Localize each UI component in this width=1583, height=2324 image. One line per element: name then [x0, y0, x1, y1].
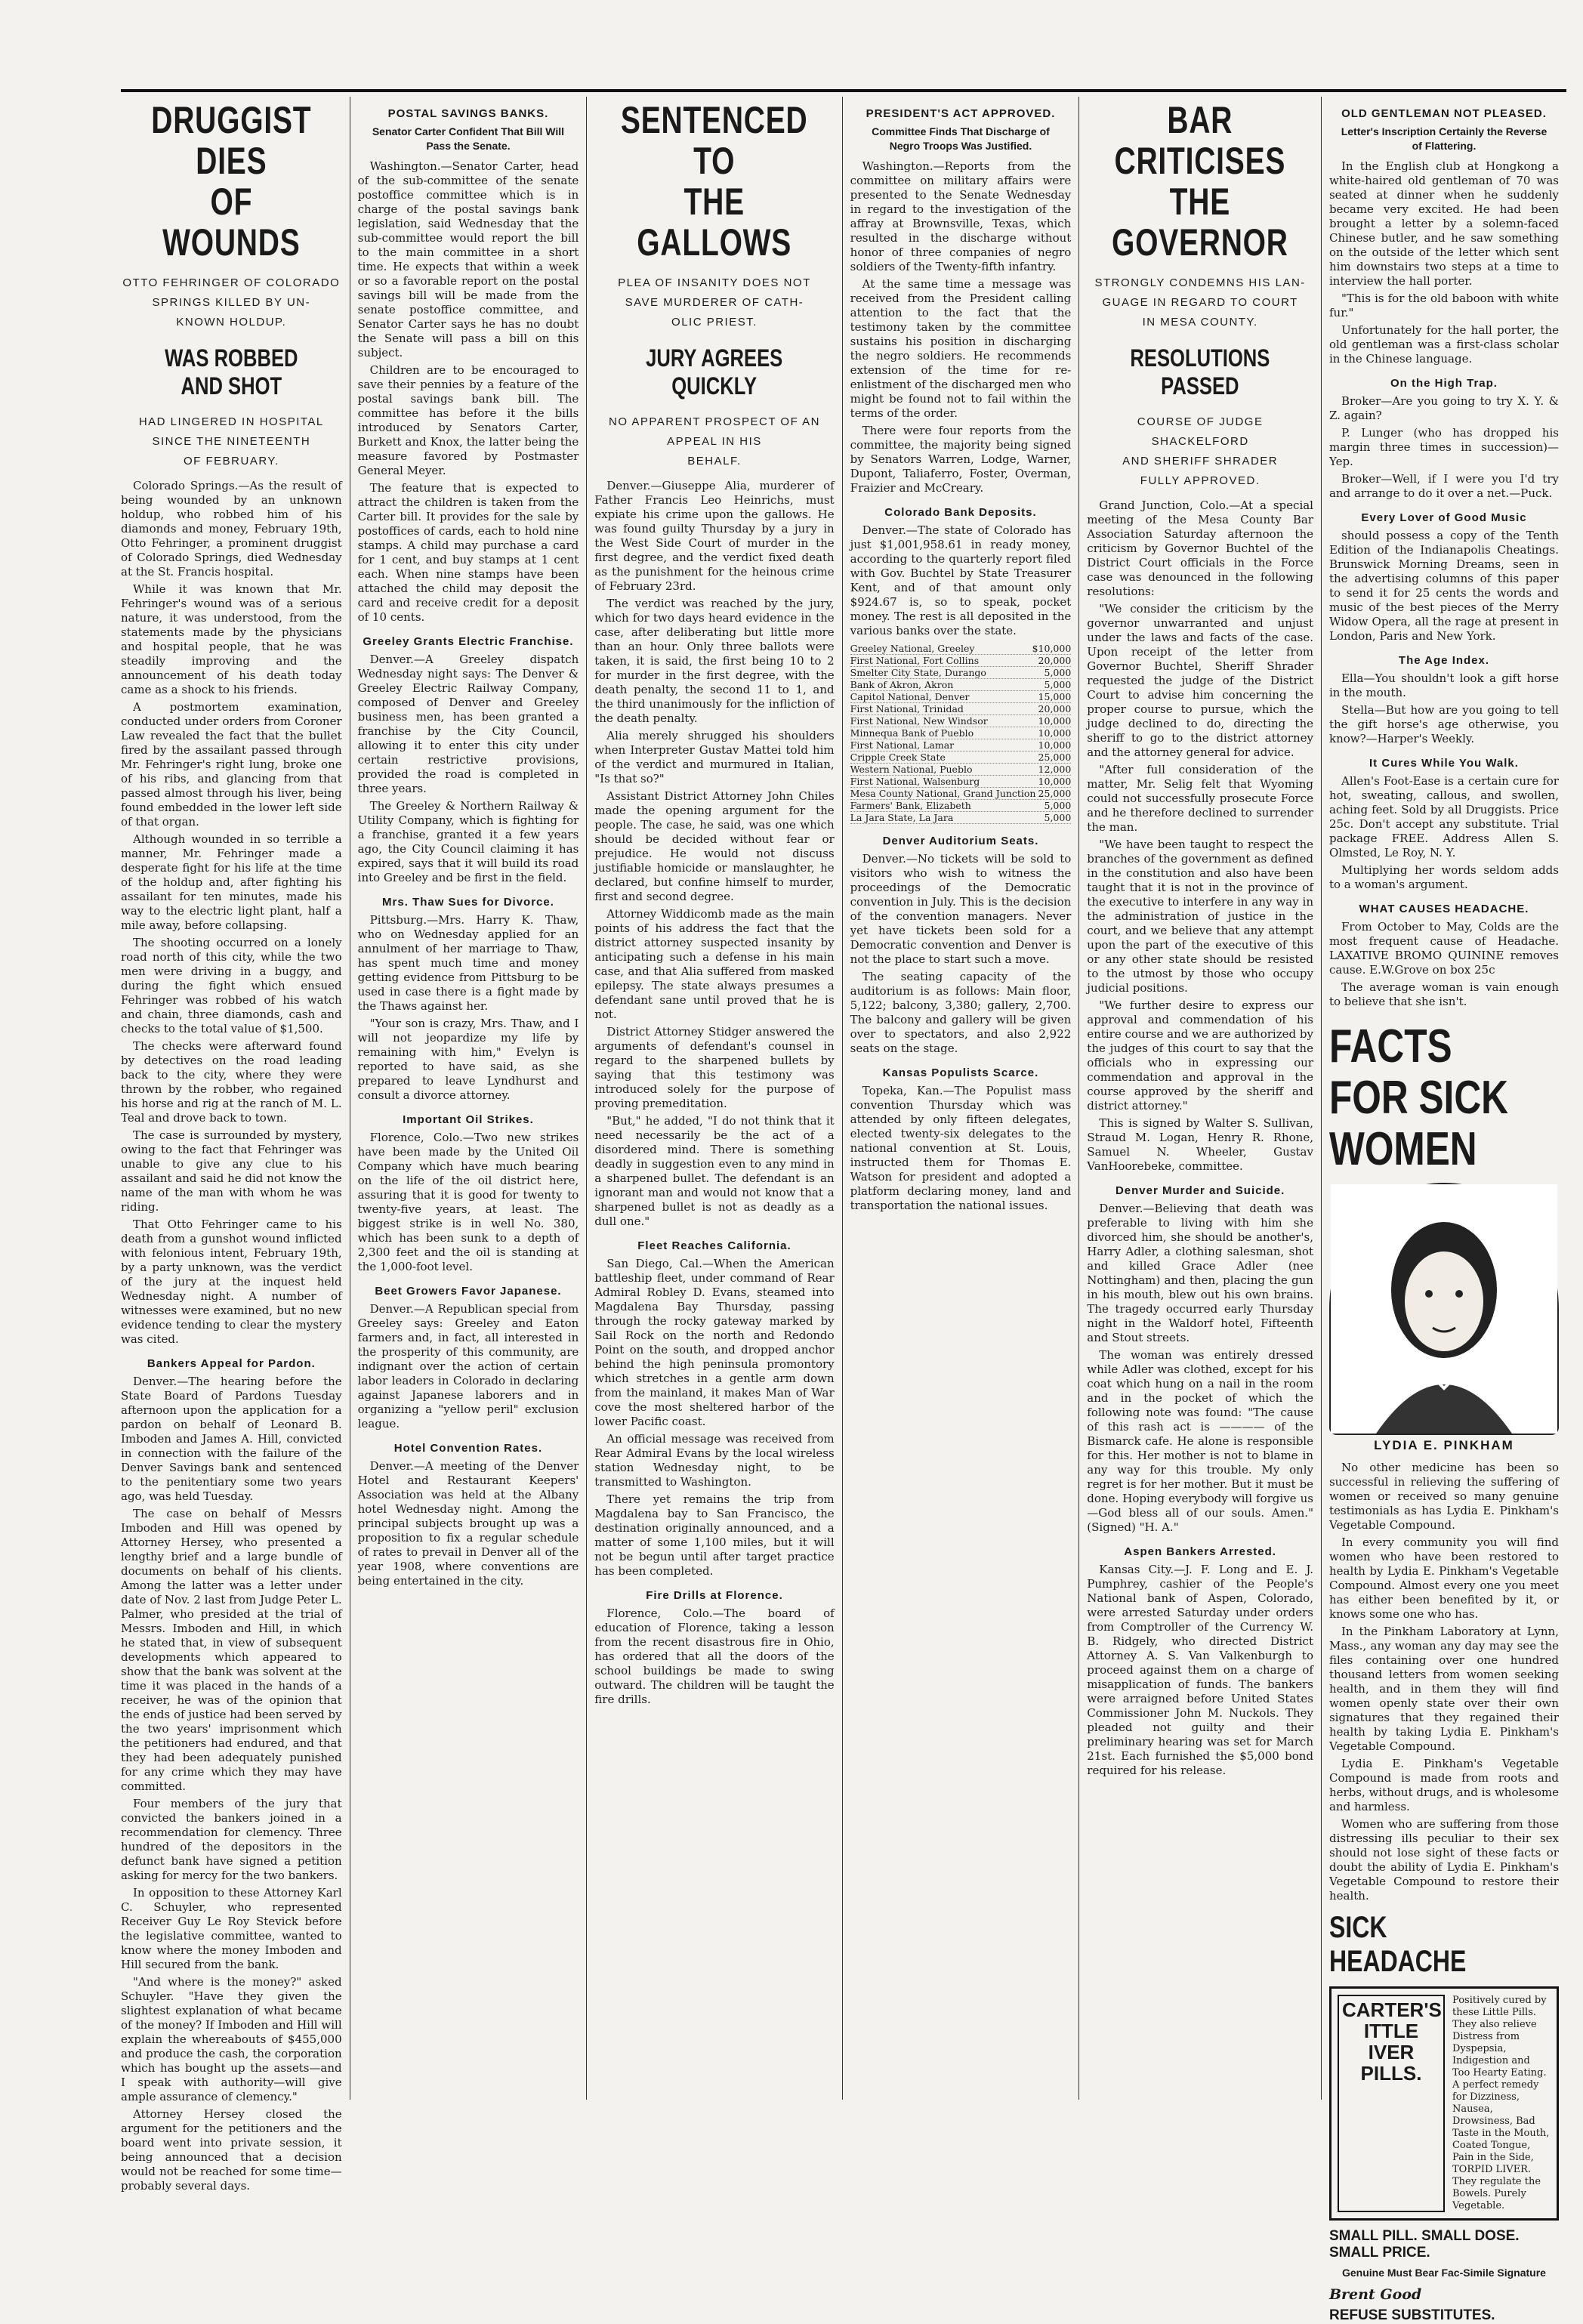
column-6 — [1321, 97, 1566, 2323]
table-row: Farmers' Bank, Elizabeth 5,000 — [850, 800, 1072, 811]
paragraph: There yet remains the trip from Magdalena bay to San Francisco, the destination originally announced, and a matter of some 1,100 miles, but it will not be begun until after target practice has been completed. — [594, 1492, 835, 1578]
deck-bar-2: COURSE OF JUDGE SHACKELFORD AND SHERIFF SHRADER FULLY APPROVED. — [1122, 415, 1279, 487]
portrait-illustration — [1329, 1183, 1559, 1435]
paragraph: Lydia E. Pinkham's Vegetable Compound is made from roots and herbs, without drugs, and is wholesome and harmless. — [1328, 1757, 1559, 1813]
paragraph: Washington.—Reports from the committee on military affairs were presented to the Senate Wednesday in regard to the investigation of the affray at Brownsville, Texas, which resulted in the discharge without honor of three companies of negro soldiers of the Twenty-fifth infantry. — [850, 159, 1072, 273]
table-row: Western National, Pueblo 12,000 — [850, 764, 1072, 775]
paragraph: In opposition to these Attorney Karl C. Schuyler, who represented Receiver Guy Le Roy Stevick before the legislative committee, wanted to know where the money Imboden and Hill secured from the bank. — [121, 1886, 342, 1971]
table-row: First National, Lamar 10,000 — [850, 739, 1072, 751]
druggist-article-body — [121, 479, 342, 1347]
paragraph: Denver.—Giuseppe Alia, murderer of Father Francis Leo Heinrichs, must expiate his crime upon the gallows. He was found guilty Thursday by a jury in the West Side Court of murder in the first degree, and the verdict fixed death as the punishment for the heinous crime of February 23rd. — [594, 479, 835, 593]
section-title-aspen: Aspen Bankers Arrested. — [1124, 1545, 1276, 1558]
genuine-title: Genuine Must Bear Fac-Simile Signature — [1342, 2267, 1546, 2279]
paragraph: The case is surrounded by mystery, owing to the fact that Fehringer was unable to give any clue to his assailant and said he did not know the name of the man with whom he was riding. — [121, 1128, 342, 1214]
table-row: Minnequa Bank of Pueblo 10,000 — [850, 727, 1072, 739]
column-5 — [1078, 97, 1321, 2100]
paragraph: "We consider the criticism by the governor unwarranted and unjust under the laws and facts of the case. Upon receipt of the letter from Governor Buchtel, Sheriff Shrader requested the judge of the District Court to advise him concerning the proper course to pursue, which the judge declined to do, directing the sheriff to go to the district attorney and the attorney general for advice. — [1087, 602, 1313, 759]
section-deck-postal: Senator Carter Confident That Bill Will Pass the Senate. — [372, 125, 565, 152]
carters-text: Positively cured by these Little Pills. They also relieve Distress from Dyspepsia, Indigestion and Too Hearty Eating. A perfect remedy for Dizziness, Nausea, Drowsiness, Bad Taste in the Mouth, Coated Tongue, Pain in the Side, TORPID LIVER. They regulate the Bowels. Purely Vegetable. — [1452, 1995, 1550, 2211]
table-row: Cripple Creek State 25,000 — [850, 752, 1072, 763]
paragraph: From October to May, Colds are the most frequent cause of Headache. LAXATIVE BROMO QUININE removes cause. E.W.Grove on box 25c — [1328, 920, 1559, 977]
section-title-postal: POSTAL SAVINGS BANKS. — [387, 107, 549, 120]
paragraph: San Diego, Cal.—When the American battleship fleet, under command of Rear Admiral Robley D. Evans, steamed into Magdalena Bay Thursday, passing through the rocky gateway marked by Sail Rock on the north and Redondo Point on the south, and dropped anchor behind the high peninsula promontory which stretches in a gentle arm down from the mainland, it makes Man of War cove the most sheltered harbor of the lower Pacific coast. — [594, 1257, 835, 1428]
paragraph: Denver.—A Greeley dispatch Wednesday night says: The Denver & Greeley Electric Railway Company, composed of Denver and Greeley business men, has been granted a franchise by the City Council, allowing it to enter this city under certain restrictive provisions, provided the road is completed in three years. — [357, 653, 579, 795]
section-title-oil: Important Oil Strikes. — [403, 1113, 534, 1126]
paragraph: The woman was entirely dressed while Adler was clothed, except for his coat which hung on a nail in the room and in the pocket of which the following note was found: "The cause of this rash act is ———— of the Bismarck cafe. He alone is responsible for this. Her mother is not to blame in any way for this trouble. My only regret is for her mother. But it must be done. Hoping everybody will forgive us—God bless all of our souls. Amen." (Signed) "H. A." — [1087, 1348, 1313, 1534]
section-title-cures: It Cures While You Walk. — [1369, 757, 1519, 770]
headline-druggist: DRUGGIST DIES OF WOUNDS — [151, 99, 312, 264]
paragraph: should possess a copy of the Tenth Edition of the Indianapolis Cheatings. Brunswick Morning Dreams, seen in the advertising columns of this paper to send it for 25 cents the words and music of the best pieces of the Merry Widow Opera, all the rage at present in London, Paris and New York. — [1328, 529, 1559, 643]
paragraph: "Your son is crazy, Mrs. Thaw, and I will not jeopardize my life by remaining with him," Evelyn is reported to have said, as she prepared to leave Lyndhurst and consult a divorce attorney. — [357, 1017, 579, 1102]
section-title-hotel: Hotel Convention Rates. — [393, 1442, 543, 1455]
headline-gallows: SENTENCED TO THE GALLOWS — [621, 99, 808, 264]
paragraph: Four members of the jury that convicted the bankers joined in a recommendation for clemency. Three hundred of the depositors in the defunct bank have signed a petition asking for mercy for the two bankers. — [121, 1797, 342, 1882]
paragraph: Kansas City.—J. F. Long and E. J. Pumphrey, cashier of the People's National bank of Aspen, Colorado, were arrested Saturday under orders from Comptroller of the Currency W. B. Ridgely, who directed District Attorney A. S. Van Valkenburgh to proceed against them on a charge of misapplication of funds. The bankers were arraigned before United States Commissioner John M. Nuckols. They pleaded not guilty and their preliminary hearing was set for March 21st. Each furnished the $5,000 bond required for his release. — [1087, 1563, 1313, 1777]
paragraph: Stella—But how are you going to tell the gift horse's age otherwise, you know?—Harper's Weekly. — [1328, 703, 1559, 745]
paragraph: While it was known that Mr. Fehringer's wound was of a serious nature, it was understood, from the statements made by the physicians and hospital people, that he was steadily improving and the announcement of his death today came as a shock to his friends. — [121, 582, 342, 696]
section-title-music: Every Lover of Good Music — [1361, 511, 1527, 524]
section-title-president: PRESIDENT'S ACT APPROVED. — [866, 107, 1056, 120]
paragraph: In the English club at Hongkong a white-haired old gentleman of 70 was seated at dinner when he suddenly became very excited. He had been brought a letter by a solemn-faced Chinese butler, and he saw something on the outside of the letter which sent him downstairs two steps at a time to interview the hall porter. — [1328, 159, 1559, 288]
column-3 — [586, 97, 841, 2100]
paragraph: Assistant District Attorney John Chiles made the opening argument for the people. The case, he said, was one which should be decided without fear or prejudice. He would not discuss justifiable homicide or manslaughter, he declared, but confine himself to murder, first and second degree. — [594, 789, 835, 903]
paragraph: A postmortem examination, conducted under orders from Coroner Law revealed the fact that the bullet fired by the assailant passed through Mr. Fehringer's right lung, broke one of his ribs, and glancing from that passed almost through his liver, being found embedded in the lower left side of that organ. — [121, 700, 342, 829]
section-title-headache: WHAT CAUSES HEADACHE. — [1359, 903, 1529, 915]
table-row: First National, New Windsor 10,000 — [850, 715, 1072, 727]
carters-logo: CARTER'S ITTLE IVER PILLS. — [1338, 1995, 1445, 2212]
paragraph: An official message was received from Rear Admiral Evans by the local wireless station Wednesday night, to be transmitted to Washington. — [594, 1432, 835, 1489]
paragraph: The checks were afterward found by detectives on the road leading back to the city, where they were thrown by the robber, who regained his horse and rig at the ranch of M. L. Teal and drove back to town. — [121, 1039, 342, 1125]
signature: Brent Good — [1328, 2286, 1422, 2303]
ad-headline-sick-headache: SICK HEADACHE — [1328, 1911, 1467, 1978]
paragraph: Attorney Widdicomb made as the main points of his address the fact that the district attorney suspected insanity by anticipating such a defense in his main case, and that Alia suffered from masked epilepsy. The state always presumes a defendant sane until proved that he is not. — [594, 907, 835, 1021]
section-title-age: The Age Index. — [1398, 654, 1490, 667]
section-title-fire-drills: Fire Drills at Florence. — [646, 1589, 783, 1602]
deck-druggist-2: HAD LINGERED IN HOSPITAL SINCE THE NINETEENTH OF FEBRUARY. — [138, 415, 324, 468]
paragraph: Broker—Are you going to try X. Y. & Z. again? — [1328, 394, 1559, 422]
deck-gallows-2: NO APPARENT PROSPECT OF AN APPEAL IN HIS BEHALF. — [609, 415, 820, 468]
paragraph: This is signed by Walter S. Sullivan, Straud M. Logan, Henry R. Rhone, Samuel N. Wheeler, Gustav VanHoorebeke, committee. — [1087, 1116, 1313, 1173]
paragraph: The case on behalf of Messrs Imboden and Hill was opened by Attorney Hersey, who presented a lengthy brief and a large bundle of documents on behalf of his clients. Among the latter was a letter under date of Nov. 2 last from Judge Peter L. Palmer, who presided at the trial of Messrs. Imboden and Hill, in which he stated that, in view of subsequent developments which appeared to show that the bank was solvent at the time it was placed in the hands of a receiver, he was of the opinion that the ends of justice had been served by the two years' imprisonment which the petitioners had endured, and that they had been adequately punished for any crime which they may have committed. — [121, 1507, 342, 1793]
paragraph: In every community you will find women who have been restored to health by Lydia E. Pinkham's Vegetable Compound. Almost every one you meet has either been benefited by it, or knows some one who has. — [1328, 1535, 1559, 1621]
paragraph: The seating capacity of the auditorium is as follows: Main floor, 5,122; balcony, 3,380; gallery, 2,700. The balcony and gallery will be given over to spectators, and also 2,922 seats on the stage. — [850, 970, 1072, 1055]
section-title-thaw: Mrs. Thaw Sues for Divorce. — [382, 896, 554, 909]
table-row: First National, Trinidad 20,000 — [850, 703, 1072, 714]
table-row: Smelter City State, Durango 5,000 — [850, 667, 1072, 678]
paragraph: Denver.—The hearing before the State Board of Pardons Tuesday afternoon upon the application for a pardon on behalf of Leonard B. Imboden and James A. Hill, convicted in connection with the failure of the Denver Savings bank and sentenced to the penitentiary some two years ago, was held Tuesday. — [121, 1375, 342, 1503]
column-4 — [842, 97, 1079, 2100]
paragraph: "After full consideration of the matter, Mr. Selig felt that Wyoming could not successfully prosecute Force and he therefore declined to surrender the man. — [1087, 763, 1313, 834]
paragraph: That Otto Fehringer came to his death from a gunshot wound inflicted with felonious intent, February 19th, by a party unknown, was the verdict of the jury at the inquest held Wednesday night. A number of witnesses were examined, but no new evidence tending to clear the mystery was cited. — [121, 1218, 342, 1346]
headline-bar: BAR CRITICISES THE GOVERNOR — [1112, 99, 1289, 264]
paragraph: Unfortunately for the hall porter, the old gentleman was a first-class scholar in the Chinese language. — [1328, 323, 1559, 366]
carters-ad — [1329, 1986, 1559, 2221]
subhead-resolutions: RESOLUTIONS PASSED — [1130, 344, 1270, 400]
table-row: Greeley National, Greeley $10,000 — [850, 643, 1072, 654]
paragraph: Although wounded in so terrible a manner, Mr. Fehringer made a desperate fight for his life at the time of the holdup and, after fighting his assailant for ten minutes, made his way to the electric light plant, half a mile away, before collapsing. — [121, 832, 342, 932]
paragraph: Ella—You shouldn't look a gift horse in the mouth. — [1328, 671, 1559, 699]
column-2 — [350, 97, 587, 2100]
section-title-bank-deposits: Colorado Bank Deposits. — [884, 506, 1037, 519]
table-row: First National, Walsenburg 10,000 — [850, 776, 1072, 787]
paragraph: In the Pinkham Laboratory at Lynn, Mass., any woman any day may see the files containing over one hundred thousand letters from women seeking health, and in them they will find women openly state over their own signatures that they regained their health by taking Lydia E. Pinkham's Vegetable Compound. — [1328, 1625, 1559, 1753]
section-title-murder: Denver Murder and Suicide. — [1115, 1184, 1285, 1197]
paragraph: Women who are suffering from those distressing ills peculiar to their sex should not lose sight of these facts or doubt the ability of Lydia E. Pinkham's Vegetable Compound to restore their health. — [1328, 1817, 1559, 1903]
table-row: First National, Fort Collins 20,000 — [850, 655, 1072, 666]
deck-gallows-1: PLEA OF INSANITY DOES NOT SAVE MURDERER OF CATH- OLIC PRIEST. — [618, 276, 811, 329]
section-title-populists: Kansas Populists Scarce. — [882, 1066, 1039, 1079]
paragraph: Topeka, Kan.—The Populist mass convention Thursday which was attended by only fifteen delegates, elected twenty-six delegates to the national convention at St. Louis, instructed them for Thomas E. Watson for president and adopted a platform declaring money, land and transportation the national issues. — [850, 1084, 1072, 1212]
paragraph: Florence, Colo.—The board of education of Florence, taking a lesson from the recent disastrous fire in Ohio, has ordered that all the doors of the school buildings be made to swing outward. The children will be taught the fire drills. — [594, 1606, 835, 1706]
paragraph: District Attorney Stidger answered the arguments of defendant's counsel in regard to the sharpened bullets by saying that this testimony was introduced solely for the purpose of proving premeditation. — [594, 1025, 835, 1110]
paragraph: Allen's Foot-Ease is a certain cure for hot, sweating, callous, and swollen, aching feet. Sold by all Druggists. Price 25c. Don't accept any substitute. Trial package FREE. Address Allen S. Olmsted, Le Roy, N. Y. — [1328, 774, 1559, 860]
paragraph: Denver.—A meeting of the Denver Hotel and Restaurant Keepers' Association was held at the Albany hotel Wednesday night. Among the principal subjects brought up was a proposition to fix a regular schedule of rates to prevail in Denver all of the year 1908, where conventions are being entertained in the city. — [357, 1459, 579, 1588]
bank-deposit-table — [850, 643, 1072, 824]
carters-footer: SMALL PILL. SMALL DOSE. SMALL PRICE. — [1328, 2228, 1520, 2261]
paragraph: "We have been taught to respect the branches of the government as defined in the constitution and also have been taught that it is not in the province of the executive to interfere in any way in the administration of justice in the court, and we believe that any attempt upon the part of the executive of this or any other state should be resisted to the utmost by those who occupy judicial positions. — [1087, 838, 1313, 995]
subhead-jury: JURY AGREES QUICKLY — [646, 344, 783, 400]
paragraph: Washington.—Senator Carter, head of the sub-committee of the senate postoffice committee which is in charge of the postal savings bank legislation, said Wednesday that the sub-committee would report the bill to the main committee in a short time. He expects that within a week or so a favorable report on the postal savings bill will be made from the senate postoffice committee, and Senator Carter says he has no doubt the Senate will pass a bill on this subject. — [357, 159, 579, 360]
portrait-caption: LYDIA E. PINKHAM — [1374, 1438, 1514, 1452]
section-title-high-trap: On the High Trap. — [1390, 377, 1498, 390]
section-title-greeley: Greeley Grants Electric Franchise. — [363, 635, 574, 648]
paragraph: The feature that is expected to attract the children is taken from the Carter bill. It provides for the sale by postoffices of cards, each to hold nine stamps. A child may purchase a card for 1 cent, and buy stamps at 1 cent each. When nine stamps have been attached the child may deposit the card and receive credit for a deposit of 10 cents. — [357, 481, 579, 624]
columns — [121, 97, 1566, 2323]
paragraph: The average woman is vain enough to believe that she isn't. — [1328, 980, 1559, 1008]
section-title-fleet: Fleet Reaches California. — [637, 1239, 792, 1252]
paragraph: Denver.—Believing that death was preferable to living with him she divorced him, she should be another's, Harry Adler, a clothing salesman, shot and killed Grace Adler (nee Nottingham) and then, placing the gun in his mouth, blew out his own brains. The tragedy occurred early Thursday night in the Waldorf hotel, Fifteenth and Stout streets. — [1087, 1202, 1313, 1344]
paragraph: The verdict was reached by the jury, which for two days heard evidence in the case, after deliberating but little more than an hour. Only three ballots were taken, it is said, the first being 10 to 2 for murder in the first degree, with the death penalty, the second 11 to 1, and the third unanimously for the infliction of the death penalty. — [594, 597, 835, 725]
section-title-beet: Beet Growers Favor Japanese. — [375, 1285, 562, 1298]
deck-druggist-1: OTTO FEHRINGER OF COLORADO SPRINGS KILLED BY UN- KNOWN HOLDUP. — [122, 276, 341, 329]
table-row: Capitol National, Denver 15,000 — [850, 691, 1072, 702]
table-row: La Jara State, La Jara 5,000 — [850, 812, 1072, 823]
paragraph: Pittsburg.—Mrs. Harry K. Thaw, who on Wednesday applied for an annulment of her marriage to Thaw, has spent much time and money getting evidence from Pittsburg to be used in case there is a fight made by the Thaws against her. — [357, 913, 579, 1013]
refuse-substitutes: REFUSE SUBSTITUTES. — [1328, 2307, 1495, 2323]
portrait-icon — [1331, 1184, 1557, 1434]
paragraph: "And where is the money?" asked Schuyler. "Have they given the slightest explanation of what became of the money? If Imboden and Hill will explain the whereabouts of $455,000 and produce the cash, the corporation which has bought up the assets—and I speak with authority—will give ample assurance of clemency." — [121, 1975, 342, 2103]
paragraph: Alia merely shrugged his shoulders when Interpreter Gustav Mattei told him of the verdict and murmured in Italian, "Is that so?" — [594, 729, 835, 785]
paragraph: Denver.—A Republican special from Greeley says: Greeley and Eaton farmers and, in fact, all interested in the prosperity of this community, are indignant over the action of certain labor leaders in Colorado in declaring against Japanese laborers and in organizing a "yellow peril" exclusion league. — [357, 1302, 579, 1431]
section-title-bankers: Bankers Appeal for Pardon. — [147, 1357, 316, 1370]
subhead-robbed: WAS ROBBED AND SHOT — [165, 344, 298, 400]
paragraph: No other medicine has been so successful in relieving the suffering of women or received so many genuine testimonials as has Lydia E. Pinkham's Vegetable Compound. — [1328, 1461, 1559, 1532]
paragraph: The shooting occurred on a lonely road north of this city, while the two men were driving in a buggy, and during the fight which ensued Fehringer was robbed of his watch and chain, three diamonds, cash and checks to the total value of $1,500. — [121, 936, 342, 1035]
column-1 — [121, 97, 350, 2193]
section-title-old-gentleman: OLD GENTLEMAN NOT PLEASED. — [1341, 107, 1547, 120]
table-row: Mesa County National, Grand Junction 25,000 — [850, 788, 1072, 799]
paragraph: Denver.—The state of Colorado has just $1,001,958.61 in ready money, according to the quarterly report filed with Gov. Buchtel by State Treasurer Kent, and of that amount only $924.67 is, so to speak, pocket money. The rest is all deposited in the various banks over the state. — [850, 523, 1072, 637]
paragraph: Attorney Hersey closed the argument for the petitioners and the board went into private session, it being announced that a decision would not be reached for some time—probably several days. — [121, 2107, 342, 2193]
deck-bar-1: STRONGLY CONDEMNS HIS LAN- GUAGE IN REGARD TO COURT IN MESA COUNTY. — [1094, 276, 1306, 329]
section-deck-president: Committee Finds That Discharge of Negro Troops Was Justified. — [872, 125, 1050, 152]
paragraph: Broker—Well, if I were you I'd try and arrange to do it over a net.—Puck. — [1328, 472, 1559, 500]
paragraph: At the same time a message was received from the President calling attention to the fact that the testimony taken by the committee sustains his position in discharging the negro soldiers. He recommends extension of the time for re-enlistment of the discharged men who might be found not to fail within the terms of the order. — [850, 277, 1072, 420]
paragraph: "But," he added, "I do not think that it need necessarily be the act of a disordered mind. There is something deadly in suggestion even to any mind in a sharpened bullet. The defendant is an ignorant man and would not know that a sharpened bullet is not as deadly as a dull one." — [594, 1114, 835, 1228]
paragraph: P. Lunger (who has dropped his margin three times in succession)—Yep. — [1328, 426, 1559, 468]
paragraph: Colorado Springs.—As the result of being wounded by an unknown holdup, who robbed him of his diamonds and money, February 19th, Otto Fehringer, a prominent druggist of Colorado Springs, died Wednesday at the St. Francis hospital. — [121, 479, 342, 579]
top-rule — [121, 89, 1566, 92]
ad-headline-facts: FACTS FOR SICK WOMEN — [1328, 1020, 1508, 1175]
paragraph: Florence, Colo.—Two new strikes have been made by the United Oil Company which have much bearing on the life of the oil district here, assuring that it is good for twenty to twenty-five years, at least. The biggest strike is in well No. 380, which has been sunk to a depth of 2,300 feet and the oil is standing at the 1,000-foot level. — [357, 1131, 579, 1273]
paragraph: Denver.—No tickets will be sold to visitors who wish to witness the proceedings of the Democratic convention in July. This is the decision of the convention managers. Never yet have tickets been sold for a Democratic convention and Denver is not the place to start such a move. — [850, 852, 1072, 966]
paragraph: Children are to be encouraged to save their pennies by a feature of the postal savings bank bill. The committee has before it the bills introduced by Senators Carter, Burkett and Knox, the latter being the measure favored by Postmaster General Meyer. — [357, 363, 579, 477]
paragraph: Multiplying her words seldom adds to a woman's argument. — [1328, 863, 1559, 891]
paragraph: The Greeley & Northern Railway & Utility Company, which is fighting for a franchise, granted it a few years ago, the City Council claiming it has expired, says that it will build its road into Greeley and be first in the field. — [357, 799, 579, 884]
section-title-auditorium: Denver Auditorium Seats. — [882, 835, 1039, 847]
paragraph: "We further desire to express our approval and commendation of his entire course and we are authorized by the judges of this court to say that the officials who in expressing our commendation and approval in the course approved by the sheriff and district attorney." — [1087, 998, 1313, 1113]
table-row: Bank of Akron, Akron 5,000 — [850, 679, 1072, 690]
paragraph: Grand Junction, Colo.—At a special meeting of the Mesa County Bar Association Saturday afternoon the criticism by Governor Buchtel of the District Court officials in the Force case was denounced in the following resolutions: — [1087, 498, 1313, 598]
paragraph: There were four reports from the committee, the majority being signed by Senators Warren, Lodge, Warner, Dupont, Taliaferro, Foster, Overman, Fraizier and McCreary. — [850, 424, 1072, 495]
section-deck-old-gentleman: Letter's Inscription Certainly the Reverse of Flattering. — [1341, 125, 1548, 152]
paragraph: "This is for the old baboon with white fur." — [1328, 292, 1559, 319]
